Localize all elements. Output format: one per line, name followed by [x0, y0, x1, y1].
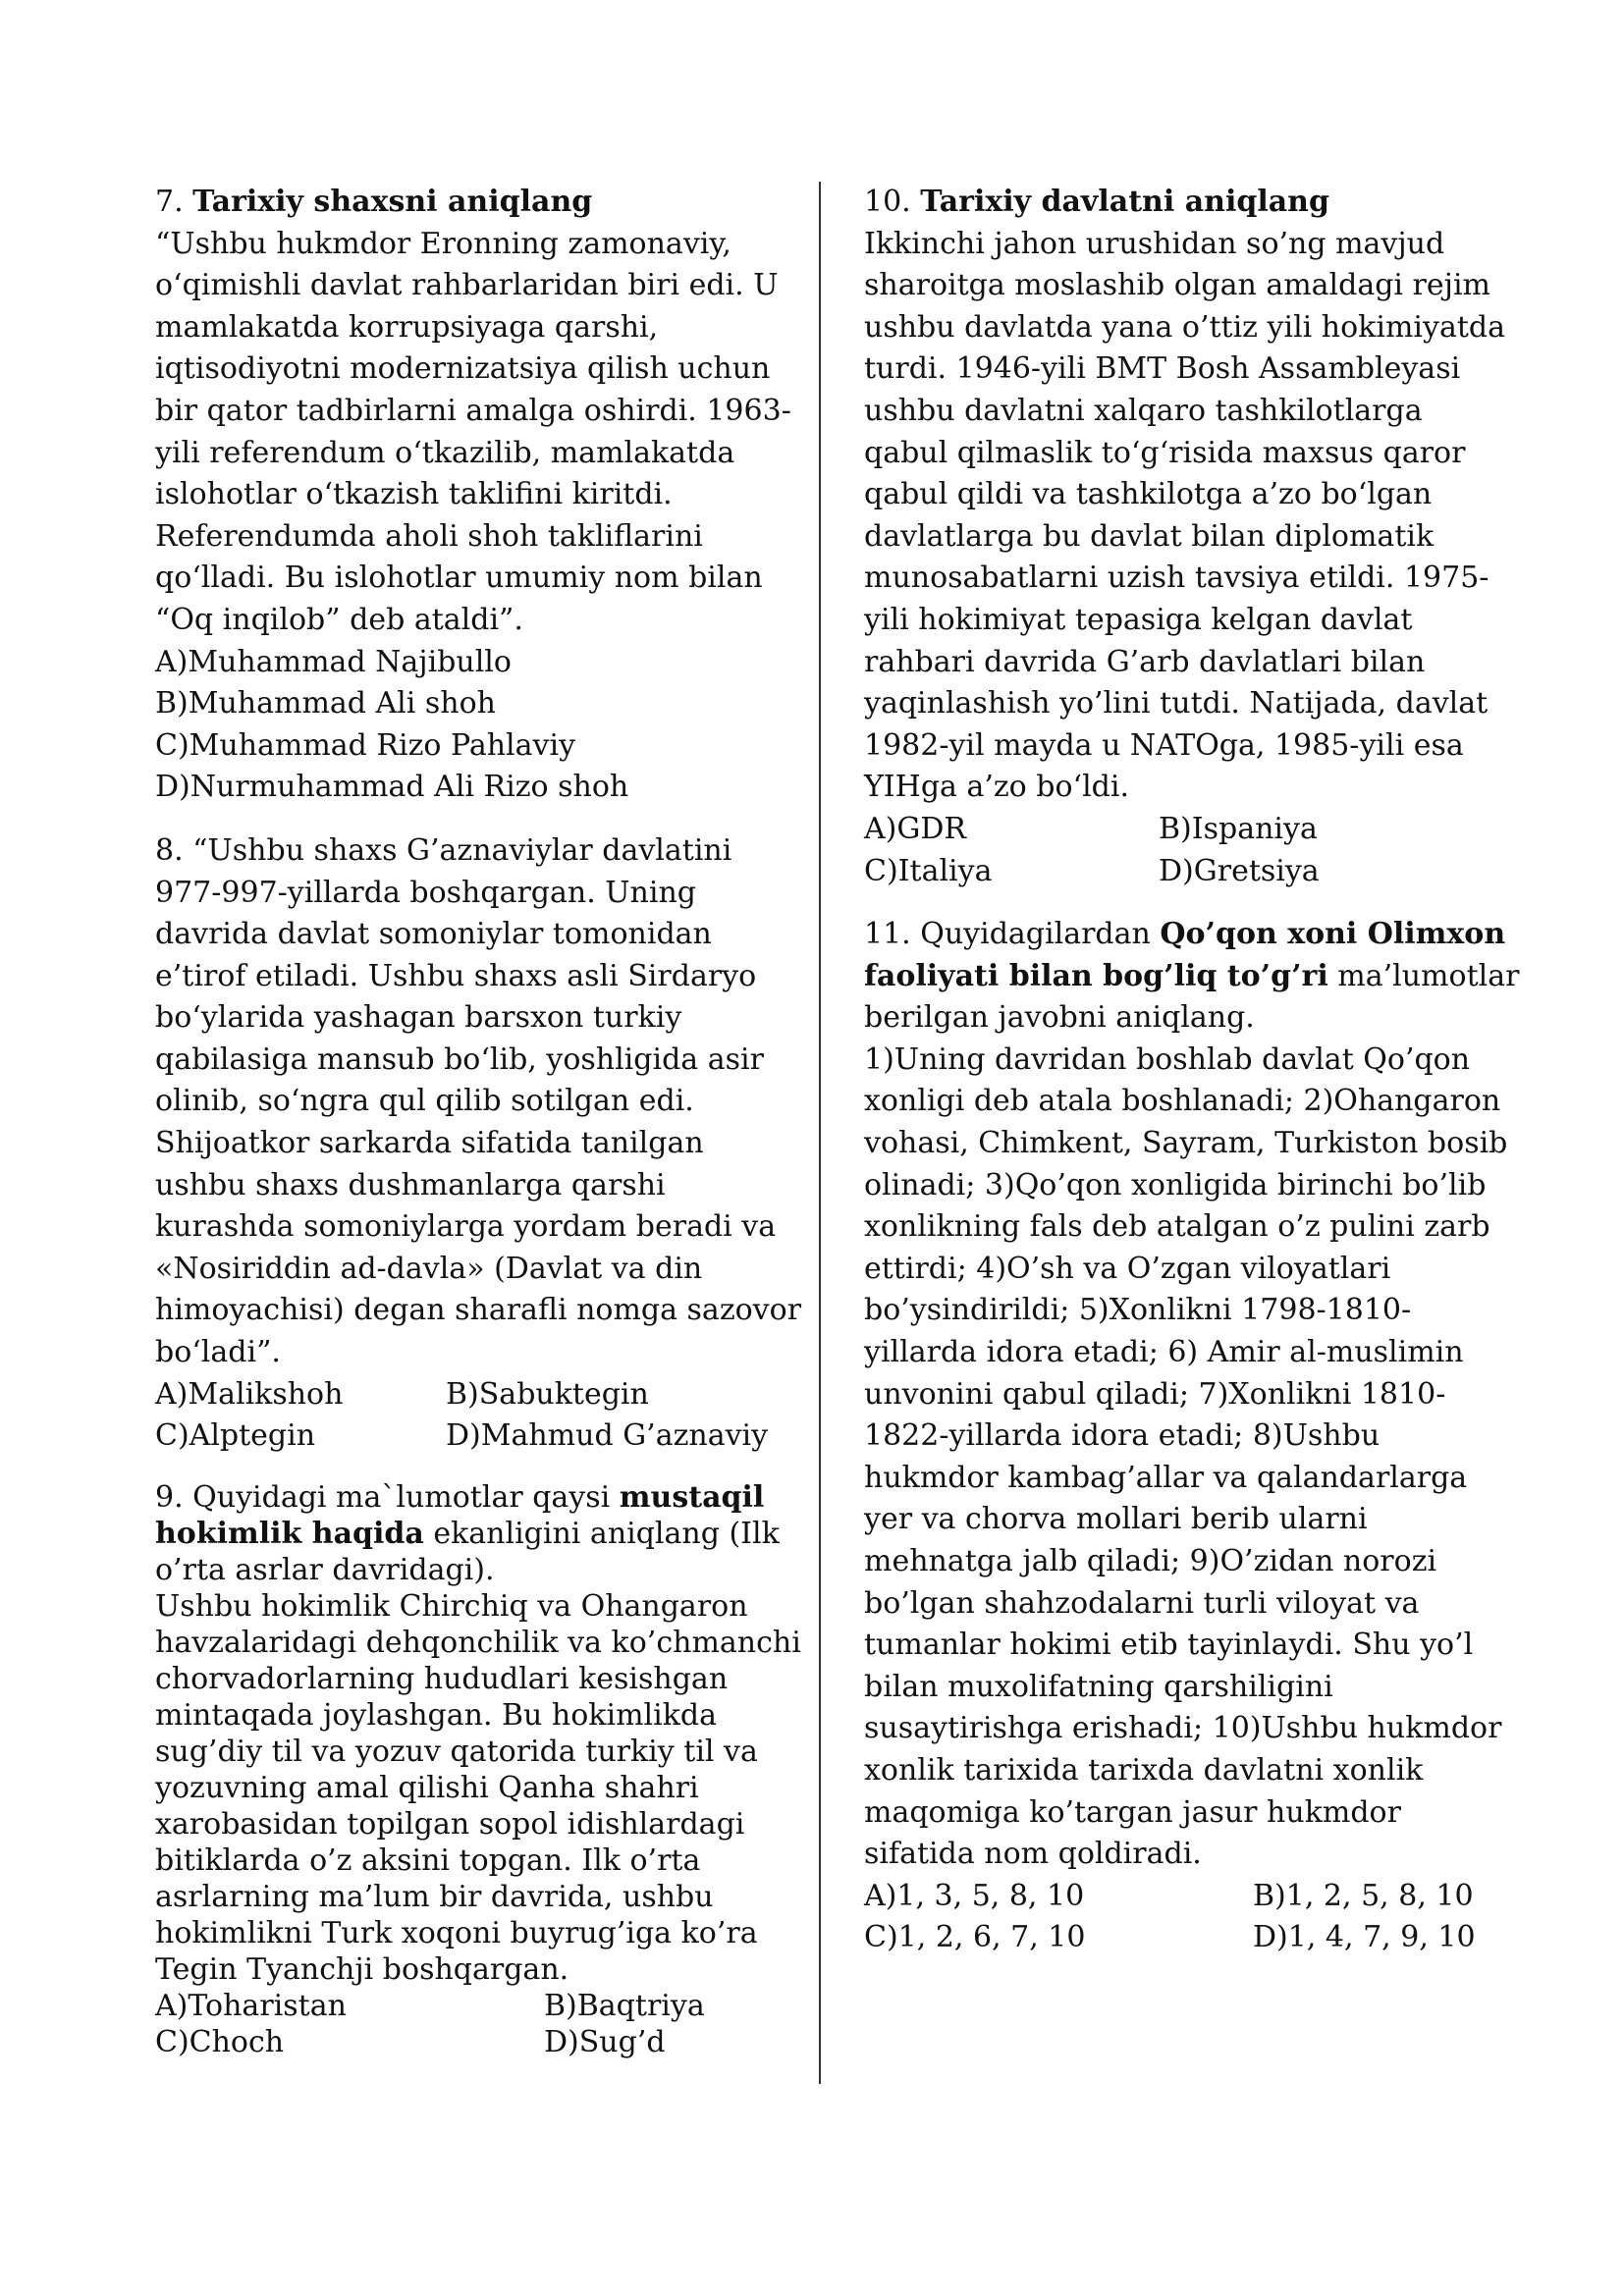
question-10-text-line: YIHga a’zo bo‘ldi.: [864, 770, 1129, 805]
question-9-text-line: chorvadorlarning hududlari kesishgan: [155, 1661, 729, 1696]
question-8-text-line: olinib, so‘ngra qul qilib sotilgan edi.: [155, 1084, 694, 1119]
question-7-text-line: Referendumda aholi shoh takliflarini: [155, 518, 703, 554]
question-7-option-a: A)Muhammad Najibullo: [155, 644, 512, 679]
question-10-heading: [864, 182, 1492, 224]
question-9-text-line: o’rta asrlar davridagi).: [155, 1552, 495, 1587]
question-11-text-line: berilgan javobni aniqlang.: [864, 1000, 1255, 1036]
question-9-option-c: C)Choch: [155, 2024, 285, 2059]
question-11-text-line: 1)Uning davridan boshlab davlat Qo’qon: [864, 1041, 1471, 1077]
question-11-emphasis: faoliyati bilan bog’liq to’g’ri: [864, 958, 1328, 993]
question-9-text-line: asrlarning ma’lum bir davrida, ushbu: [155, 1879, 714, 1914]
question-9-intro-line: [155, 1479, 772, 1516]
question-8-option-d: D)Mahmud G’aznaviy: [446, 1418, 769, 1454]
question-11-intro-line: [864, 956, 1520, 998]
question-11-options-row: [864, 1876, 1492, 1918]
question-9-text-line: bitiklarda o’z aksini topgan. Ilk o’rta: [155, 1842, 701, 1878]
question-8-option-a: A)Malikshoh: [155, 1376, 344, 1412]
question-11-intro-rest: ma’lumotlar: [1327, 958, 1520, 993]
question-9-emphasis: hokimlik haqida: [155, 1516, 424, 1551]
question-10: [864, 182, 1505, 892]
question-7-text-line: “Oq inqilob” deb ataldi”.: [155, 602, 523, 637]
question-7-heading: [155, 182, 772, 224]
question-9-text-line: Ushbu hokimlik Chirchiq va Ohangaron: [155, 1588, 748, 1624]
question-11-text-line: bilan muxolifatning qarshiligini: [864, 1669, 1333, 1704]
question-10-option-c: C)Italiya: [864, 853, 993, 888]
question-10-option-b: B)Ispaniya: [1159, 811, 1318, 846]
question-9-option-b: B)Baqtriya: [544, 1988, 705, 2023]
question-8-text-line: davrida davlat somoniylar tomonidan: [155, 917, 712, 952]
question-11-intro-line: [864, 914, 1506, 956]
question-7-text-line: o‘qimishli davlat rahbarlaridan biri edi. U: [155, 268, 779, 303]
question-11-text-line: bo’ysindirildi; 5)Xonlikni 1798-1810-: [864, 1293, 1412, 1328]
question-11-option-c: C)1, 2, 6, 7, 10: [864, 1920, 1086, 1955]
question-10-options-row: [864, 809, 1492, 851]
question-9-text-line: xarobasidan topilgan sopol idishlardagi: [155, 1806, 745, 1842]
question-7-option-b: B)Muhammad Ali shoh: [155, 686, 497, 721]
question-9-text-line: sug’diy til va yozuv qatorida turkiy til va: [155, 1734, 758, 1769]
question-8-text-line: kurashda somoniylarga yordam beradi va: [155, 1209, 777, 1245]
question-10-title: Tarixiy davlatni aniqlang: [920, 185, 1329, 219]
question-11-intro-prefix: 11. Quyidagilardan: [864, 917, 1161, 952]
question-11-options-row: [864, 1917, 1492, 1959]
question-9-option-d: D)Sug’d: [544, 2024, 666, 2059]
question-7: [155, 182, 791, 809]
question-11-text-line: maqomiga ko’targan jasur hukmdor: [864, 1794, 1401, 1830]
question-9-intro-line: [155, 1516, 780, 1552]
question-7-text-line: mamlakatda korrupsiyaga qarshi,: [155, 309, 659, 345]
question-10-text-line: davlatlarga bu davlat bilan diplomatik: [864, 518, 1435, 554]
question-11: [864, 914, 1520, 1959]
question-11-text-line: susaytirishga erishadi; 10)Ushbu hukmdor: [864, 1711, 1502, 1746]
question-10-option-d: D)Gretsiya: [1159, 853, 1320, 888]
question-11-text-line: yillarda idora etadi; 6) Amir al-muslimin: [864, 1335, 1464, 1370]
question-10-text-line: munosabatlarni uzish tavsiya etildi. 1975-: [864, 561, 1489, 596]
question-10-text-line: qabul qilmaslik to‘g‘risida maxsus qaror: [864, 435, 1466, 470]
question-11-option-d: D)1, 4, 7, 9, 10: [1253, 1920, 1476, 1955]
question-10-text-line: ushbu davlatni xalqaro tashkilotlarga: [864, 393, 1423, 428]
left-column: [155, 182, 802, 2082]
question-8-option-b: B)Sabuktegin: [446, 1376, 649, 1412]
question-8-text-line: bo‘ylarida yashagan barsxon turkiy: [155, 1000, 682, 1036]
question-8-text-line: himoyachisi) degan sharafli nomga sazovor: [155, 1293, 802, 1328]
question-10-text-line: ushbu davlatda yana o’ttiz yili hokimiyatda: [864, 309, 1505, 345]
question-7-text-line: yili referendum o‘tkazilib, mamlakatda: [155, 435, 735, 470]
question-8-text-line: 977-997-yillarda boshqargan. Uning: [155, 875, 697, 910]
question-9-text-line: yozuvning amal qilishi Qanha shahri: [155, 1770, 699, 1805]
question-11-text-line: xonlik tarixida tarixda davlatni xonlik: [864, 1752, 1424, 1788]
question-8-options-row: [155, 1415, 772, 1458]
question-9-text-line: Tegin Tyanchji boshqargan.: [155, 1951, 569, 1987]
question-11-text-line: xonligi deb atala boshlanadi; 2)Ohangaron: [864, 1084, 1501, 1119]
question-10-option-a: A)GDR: [864, 811, 966, 846]
question-11-text-line: bo’lgan shahzodalarni turli viloyat va: [864, 1585, 1420, 1621]
question-10-text-line: 1982-yil mayda u NATOga, 1985-yili esa: [864, 727, 1464, 763]
question-11-text-line: 1822-yillarda idora etadi; 8)Ushbu: [864, 1418, 1380, 1454]
question-11-text-line: mehnatga jalb qiladi; 9)O’zidan norozi: [864, 1544, 1437, 1578]
question-7-text-line: iqtisodiyotni modernizatsiya qilish uchun: [155, 351, 771, 387]
question-8-options-row: [155, 1374, 772, 1416]
question-11-text-line: hukmdor kambag’allar va qalandarlarga: [864, 1460, 1468, 1495]
question-9-options-row: [155, 2024, 772, 2060]
question-9-intro-prefix: 9. Quyidagi ma`lumotlar qaysi: [155, 1479, 620, 1515]
question-11-option-a: A)1, 3, 5, 8, 10: [864, 1878, 1085, 1913]
question-8-text-line: «Nosiriddin ad-davla» (Davlat va din: [155, 1251, 703, 1286]
question-10-text-line: Ikkinchi jahon urushidan so’ng mavjud: [864, 226, 1445, 261]
question-10-options-row: [864, 851, 1492, 893]
question-8: [155, 830, 802, 1458]
question-9-text-line: mintaqada joylashgan. Bu hokimlikda: [155, 1697, 717, 1733]
question-7-option-d: D)Nurmuhammad Ali Rizo shoh: [155, 770, 629, 805]
question-8-text-line: e’tirof etiladi. Ushbu shaxs asli Sirdaryo: [155, 958, 757, 993]
question-11-option-b: B)1, 2, 5, 8, 10: [1253, 1878, 1474, 1913]
question-11-text-line: tumanlar hokimi etib tayinlaydi. Shu yo’l: [864, 1628, 1474, 1663]
question-9-text-line: hokimlikni Turk xoqoni buyrug’iga ko’ra: [155, 1915, 758, 1950]
question-8-text-line: Shijoatkor sarkarda sifatida tanilgan: [155, 1126, 704, 1161]
question-7-text-line: bir qator tadbirlarni amalga oshirdi. 1963-: [155, 393, 791, 428]
question-11-text-line: ettirdi; 4)O’sh va O’zgan viloyatlari: [864, 1251, 1391, 1286]
question-7-text-line: “Ushbu hukmdor Eronning zamonaviy,: [155, 226, 731, 261]
question-9-emphasis: mustaqil: [619, 1479, 765, 1515]
question-7-number: 7.: [155, 185, 184, 219]
question-10-text-line: yili hokimiyat tepasiga kelgan davlat: [864, 602, 1413, 637]
question-11-text-line: vohasi, Chimkent, Sayram, Turkiston bosib: [864, 1126, 1508, 1161]
question-11-text-line: sifatida nom qoldiradi.: [864, 1837, 1202, 1872]
question-11-text-line: xonlikning fals deb atalgan o’z pulini zarb: [864, 1209, 1490, 1245]
question-7-title: Tarixiy shaxsni aniqlang: [192, 185, 593, 219]
question-9-text-line: havzalaridagi dehqonchilik va ko’chmanchi: [155, 1625, 801, 1660]
question-10-number: 10.: [864, 185, 911, 219]
column-divider: [819, 182, 821, 2084]
question-7-text-line: qo‘lladi. Bu islohotlar umumiy nom bilan: [155, 561, 763, 596]
question-8-text-line: qabilasiga mansub bo‘lib, yoshligida asir: [155, 1041, 764, 1077]
question-10-text-line: qabul qildi va tashkilotga a’zo bo‘lgan: [864, 477, 1433, 512]
right-column: [864, 182, 1520, 1981]
question-8-option-c: C)Alptegin: [155, 1418, 316, 1454]
question-7-text-line: islohotlar o‘tkazish taklifini kiritdi.: [155, 477, 673, 512]
question-8-text-line: bo‘ladi”.: [155, 1335, 281, 1370]
question-11-emphasis: Qo’qon xoni Olimxon: [1160, 917, 1506, 952]
question-8-text-line: 8. “Ushbu shaxs G’aznaviylar davlatini: [155, 832, 732, 868]
question-11-text-line: olinadi; 3)Qo’qon xonligida birinchi bo’lib: [864, 1167, 1487, 1202]
question-9-option-a: A)Toharistan: [155, 1988, 347, 2023]
question-10-text-line: yaqinlashish yo’lini tutdi. Natijada, davlat: [864, 686, 1489, 721]
question-10-text-line: rahbari davrida G’arb davlatlari bilan: [864, 644, 1426, 679]
question-9-intro-rest: ekanligini aniqlang (Ilk: [423, 1516, 780, 1551]
question-11-text-line: yer va chorva mollari berib ularni: [864, 1502, 1368, 1537]
question-9-options-row: [155, 1988, 772, 2024]
question-9: [155, 1479, 801, 2060]
question-8-text-line: ushbu shaxs dushmanlarga qarshi: [155, 1167, 666, 1202]
question-10-text-line: turdi. 1946-yili BMT Bosh Assambleyasi: [864, 351, 1461, 387]
question-11-text-line: unvonini qabul qiladi; 7)Xonlikni 1810-: [864, 1376, 1446, 1412]
question-7-option-c: C)Muhammad Rizo Pahlaviy: [155, 727, 576, 763]
question-10-text-line: sharoitga moslashib olgan amaldagi rejim: [864, 268, 1490, 303]
